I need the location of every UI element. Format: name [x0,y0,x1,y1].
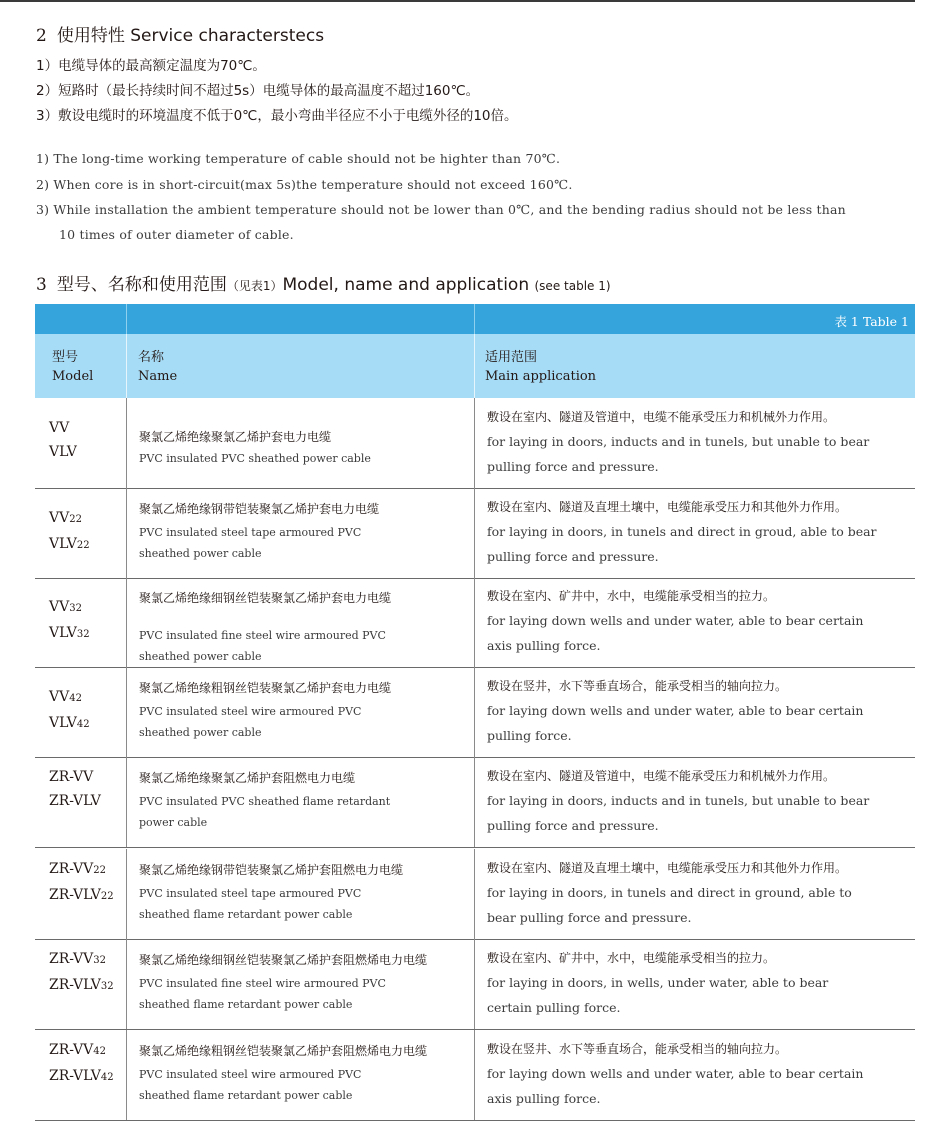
application-zh: 敷设在室内、矿井中，水中，电缆能承受相当的拉力。 [487,951,776,965]
model-code [49,685,90,711]
name-zh: 聚氯乙烯绝缘粗钢丝铠装聚氯乙烯护套电力电缆 [139,681,392,695]
application-en-line: bear pulling force and pressure. [487,910,692,925]
application-en-line: for laying in doors, in tunels and direct in ground, able to [487,885,852,900]
model-code [49,711,90,737]
table-row [35,577,915,668]
service-item-zh-3: 3）敷设电缆时的环境温度不低于0℃，最小弯曲半径应不小于电缆外径的10倍。 [36,108,518,124]
model-code-base: ZR-VLV [49,1068,101,1084]
model-code-base: ZR-VV [49,951,94,967]
name-zh: 聚氯乙烯绝缘聚氯乙烯护套电力电缆 [139,430,332,444]
column-divider [474,577,475,667]
table-number: 表 1 Table 1 [834,314,909,329]
model-code-suffix: 42 [93,1046,106,1057]
section-title-en: Service characterstecs [130,26,325,46]
model-code [49,1064,114,1090]
column-divider [126,667,127,757]
model-cell [49,947,114,999]
header-application-zh: 适用范围 [485,350,538,365]
header-name [138,348,177,386]
model-code [49,416,77,440]
model-cell [49,416,77,464]
model-code-suffix: 32 [93,955,106,966]
model-code [49,857,114,883]
model-code [49,765,101,789]
model-code-base: VLV [49,715,77,731]
header-application [485,348,596,386]
application-en [487,429,912,479]
model-code-suffix: 32 [76,629,90,640]
application-en [487,698,912,748]
name-en-line: PVC insulated steel tape armoured PVC [139,887,362,900]
model-code-suffix: 32 [100,981,114,992]
name-en [139,791,459,833]
model-code-suffix: 22 [69,514,82,525]
model-code-base: VV [49,420,70,436]
model-code-base: VV [49,510,70,526]
section-number: 2 [36,26,47,46]
name-en-line: sheathed flame retardant power cable [139,908,353,921]
application-en-line: for laying in doors, inducts and in tunels, but unable to bear [487,434,870,449]
model-code-base: VLV [49,625,77,641]
application-en [487,788,912,838]
column-divider [474,398,475,488]
name-en-line: PVC insulated fine steel wire armoured PVC [139,977,386,990]
application-en-line: pulling force. [487,728,572,743]
column-divider [126,304,127,334]
column-divider [126,939,127,1029]
application-zh: 敷设在室内、隧道及直埋土壤中，电缆能承受压力和其他外力作用。 [487,861,848,875]
application-en [487,1061,912,1111]
model-code-suffix: 42 [69,693,82,704]
table-row [35,488,915,579]
application-zh: 敷设在室内、隧道及管道中，电缆不能承受压力和机械外力作用。 [487,410,836,424]
model-code [49,440,77,464]
column-divider [474,757,475,847]
column-divider [474,304,475,334]
model-code-base: ZR-VV [49,769,94,785]
section-2-heading [36,21,324,46]
section-number: 3 [36,275,47,295]
model-cell [49,685,90,737]
header-application-en: Main application [485,369,597,384]
name-en-line: sheathed power cable [139,726,262,739]
name-en [139,701,459,743]
model-cell [49,595,90,647]
name-en [139,1064,459,1106]
model-code-base: VLV [49,444,77,460]
application-en-line: for laying down wells and under water, able to bear certain [487,703,864,718]
name-en-line: PVC insulated steel tape armoured PVC [139,526,362,539]
model-code [49,973,114,999]
name-zh: 聚氯乙烯绝缘钢带铠装聚氯乙烯护套电力电缆 [139,502,380,516]
model-code [49,595,90,621]
name-zh: 聚氯乙烯绝缘聚氯乙烯护套阻燃电力电缆 [139,771,356,785]
name-en [139,883,459,925]
application-en-line: for laying down wells and under water, able to bear certain [487,613,864,628]
column-divider [474,334,475,398]
header-name-zh: 名称 [138,350,165,365]
column-divider [126,1030,127,1120]
name-en-line: PVC insulated PVC sheathed flame retardant [139,795,391,808]
name-en [139,625,459,667]
column-divider [126,849,127,939]
model-code [49,789,101,813]
section-title-zh: 型号、名称和使用范围 [56,275,227,295]
column-divider [474,667,475,757]
name-zh: 聚氯乙烯绝缘钢带铠装聚氯乙烯护套阻燃电力电缆 [139,863,404,877]
model-cell [49,1038,114,1090]
column-divider [126,757,127,847]
column-divider [474,488,475,578]
name-en-line: PVC insulated PVC sheathed power cable [139,452,371,465]
section-title-note: （见表1） [226,279,283,293]
service-item-en-3: 3) While installation the ambient temperature should not be lower than 0℃, and the bending radius should not be less than [36,202,846,217]
model-code-base: ZR-VLV [49,887,101,903]
service-item-en-1: 1) The long-time working temperature of cable should not be highter than 70℃. [36,151,561,166]
header-model-en: Model [52,369,94,384]
name-en-line: sheathed power cable [139,547,262,560]
name-en-line: PVC insulated steel wire armoured PVC [139,1068,362,1081]
name-zh: 聚氯乙烯绝缘粗钢丝铠装聚氯乙烯护套阻燃烯电力电缆 [139,1044,428,1058]
application-en-line: pulling force and pressure. [487,459,659,474]
name-en-line: power cable [139,816,208,829]
application-en-line: axis pulling force. [487,638,601,653]
model-code [49,947,114,973]
model-code-suffix: 42 [100,1072,114,1083]
service-item-en-3-cont: 10 times of outer diameter of cable. [59,227,294,242]
header-name-en: Name [138,369,178,384]
model-code-suffix: 22 [93,865,106,876]
column-divider [126,488,127,578]
header-model-zh: 型号 [52,350,79,365]
section-title-en-note: (see table 1) [534,279,611,293]
name-en-line: PVC insulated steel wire armoured PVC [139,705,362,718]
application-en-line: pulling force and pressure. [487,818,659,833]
application-en-line: for laying down wells and under water, able to bear certain [487,1066,864,1081]
application-en-line: for laying in doors, in wells, under water, able to bear [487,975,829,990]
column-divider [474,849,475,939]
application-en-line: certain pulling force. [487,1000,621,1015]
model-cell [49,506,90,558]
column-divider [126,334,127,398]
model-code-base: VV [49,689,70,705]
model-code [49,532,90,558]
name-zh: 聚氯乙烯绝缘细钢丝铠装聚氯乙烯护套电力电缆 [139,591,392,605]
model-code [49,621,90,647]
application-en-line: axis pulling force. [487,1091,601,1106]
name-en [139,973,459,1015]
table-row [35,849,915,940]
service-item-zh-2: 2）短路时（最长持续时间不超过5s）电缆导体的最高温度不超过160℃。 [36,83,480,99]
model-code-suffix: 42 [76,719,90,730]
name-en-line: sheathed flame retardant power cable [139,1089,353,1102]
service-item-zh-1: 1）电缆导体的最高额定温度为70℃。 [36,58,266,74]
top-rule [0,0,915,2]
application-zh: 敷设在室内、隧道及直埋土壤中，电缆能承受压力和其他外力作用。 [487,500,848,514]
model-code [49,1038,114,1064]
name-en [139,448,459,469]
application-en-line: for laying in doors, inducts and in tunels, but unable to bear [487,793,870,808]
table-header-row [35,334,915,398]
name-en-line: PVC insulated fine steel wire armoured PVC [139,629,386,642]
model-code-base: VLV [49,536,77,552]
model-cell [49,857,114,909]
application-en-line: pulling force and pressure. [487,549,659,564]
application-en-line: for laying in doors, in tunels and direct in groud, able to bear [487,524,877,539]
model-code-suffix: 32 [69,603,82,614]
model-code-base: ZR-VLV [49,977,101,993]
name-en-line: sheathed power cable [139,650,262,663]
model-code-base: ZR-VV [49,861,94,877]
model-code-suffix: 22 [76,540,90,551]
model-code-base: ZR-VV [49,1042,94,1058]
section-3-heading [36,270,611,295]
table-row [35,1030,915,1121]
application-zh: 敷设在竖井，水下等垂直场合，能承受相当的轴向拉力。 [487,679,788,693]
column-divider [126,577,127,667]
table-caption-bar [35,304,915,334]
table-row [35,757,915,848]
column-divider [474,939,475,1029]
application-zh: 敷设在竖井、水下等垂直场合，能承受相当的轴向拉力。 [487,1042,788,1056]
table-row [35,939,915,1030]
name-zh: 聚氯乙烯绝缘细钢丝铠装聚氯乙烯护套阻燃烯电力电缆 [139,953,428,967]
model-code-base: ZR-VLV [49,793,101,809]
model-code [49,506,90,532]
column-divider [474,1030,475,1120]
section-title-zh: 使用特性 [56,26,125,46]
table-row [35,398,915,489]
section-title-en: Model, name and application [282,275,530,295]
column-divider [126,398,127,488]
service-item-en-2: 2) When core is in short-circuit(max 5s)the temperature should not exceed 160℃. [36,177,573,192]
model-cell [49,765,101,813]
table-row [35,667,915,758]
application-en [487,519,912,569]
application-en [487,608,912,658]
header-model [52,348,93,386]
model-code [49,883,114,909]
name-en-line: sheathed flame retardant power cable [139,998,353,1011]
model-code-base: VV [49,599,70,615]
name-en [139,522,459,564]
model-code-suffix: 22 [100,891,114,902]
application-en [487,970,912,1020]
application-zh: 敷设在室内、矿井中，水中，电缆能承受相当的拉力。 [487,589,776,603]
application-en [487,880,912,930]
application-zh: 敷设在室内、隧道及管道中，电缆不能承受压力和机械外力作用。 [487,769,836,783]
